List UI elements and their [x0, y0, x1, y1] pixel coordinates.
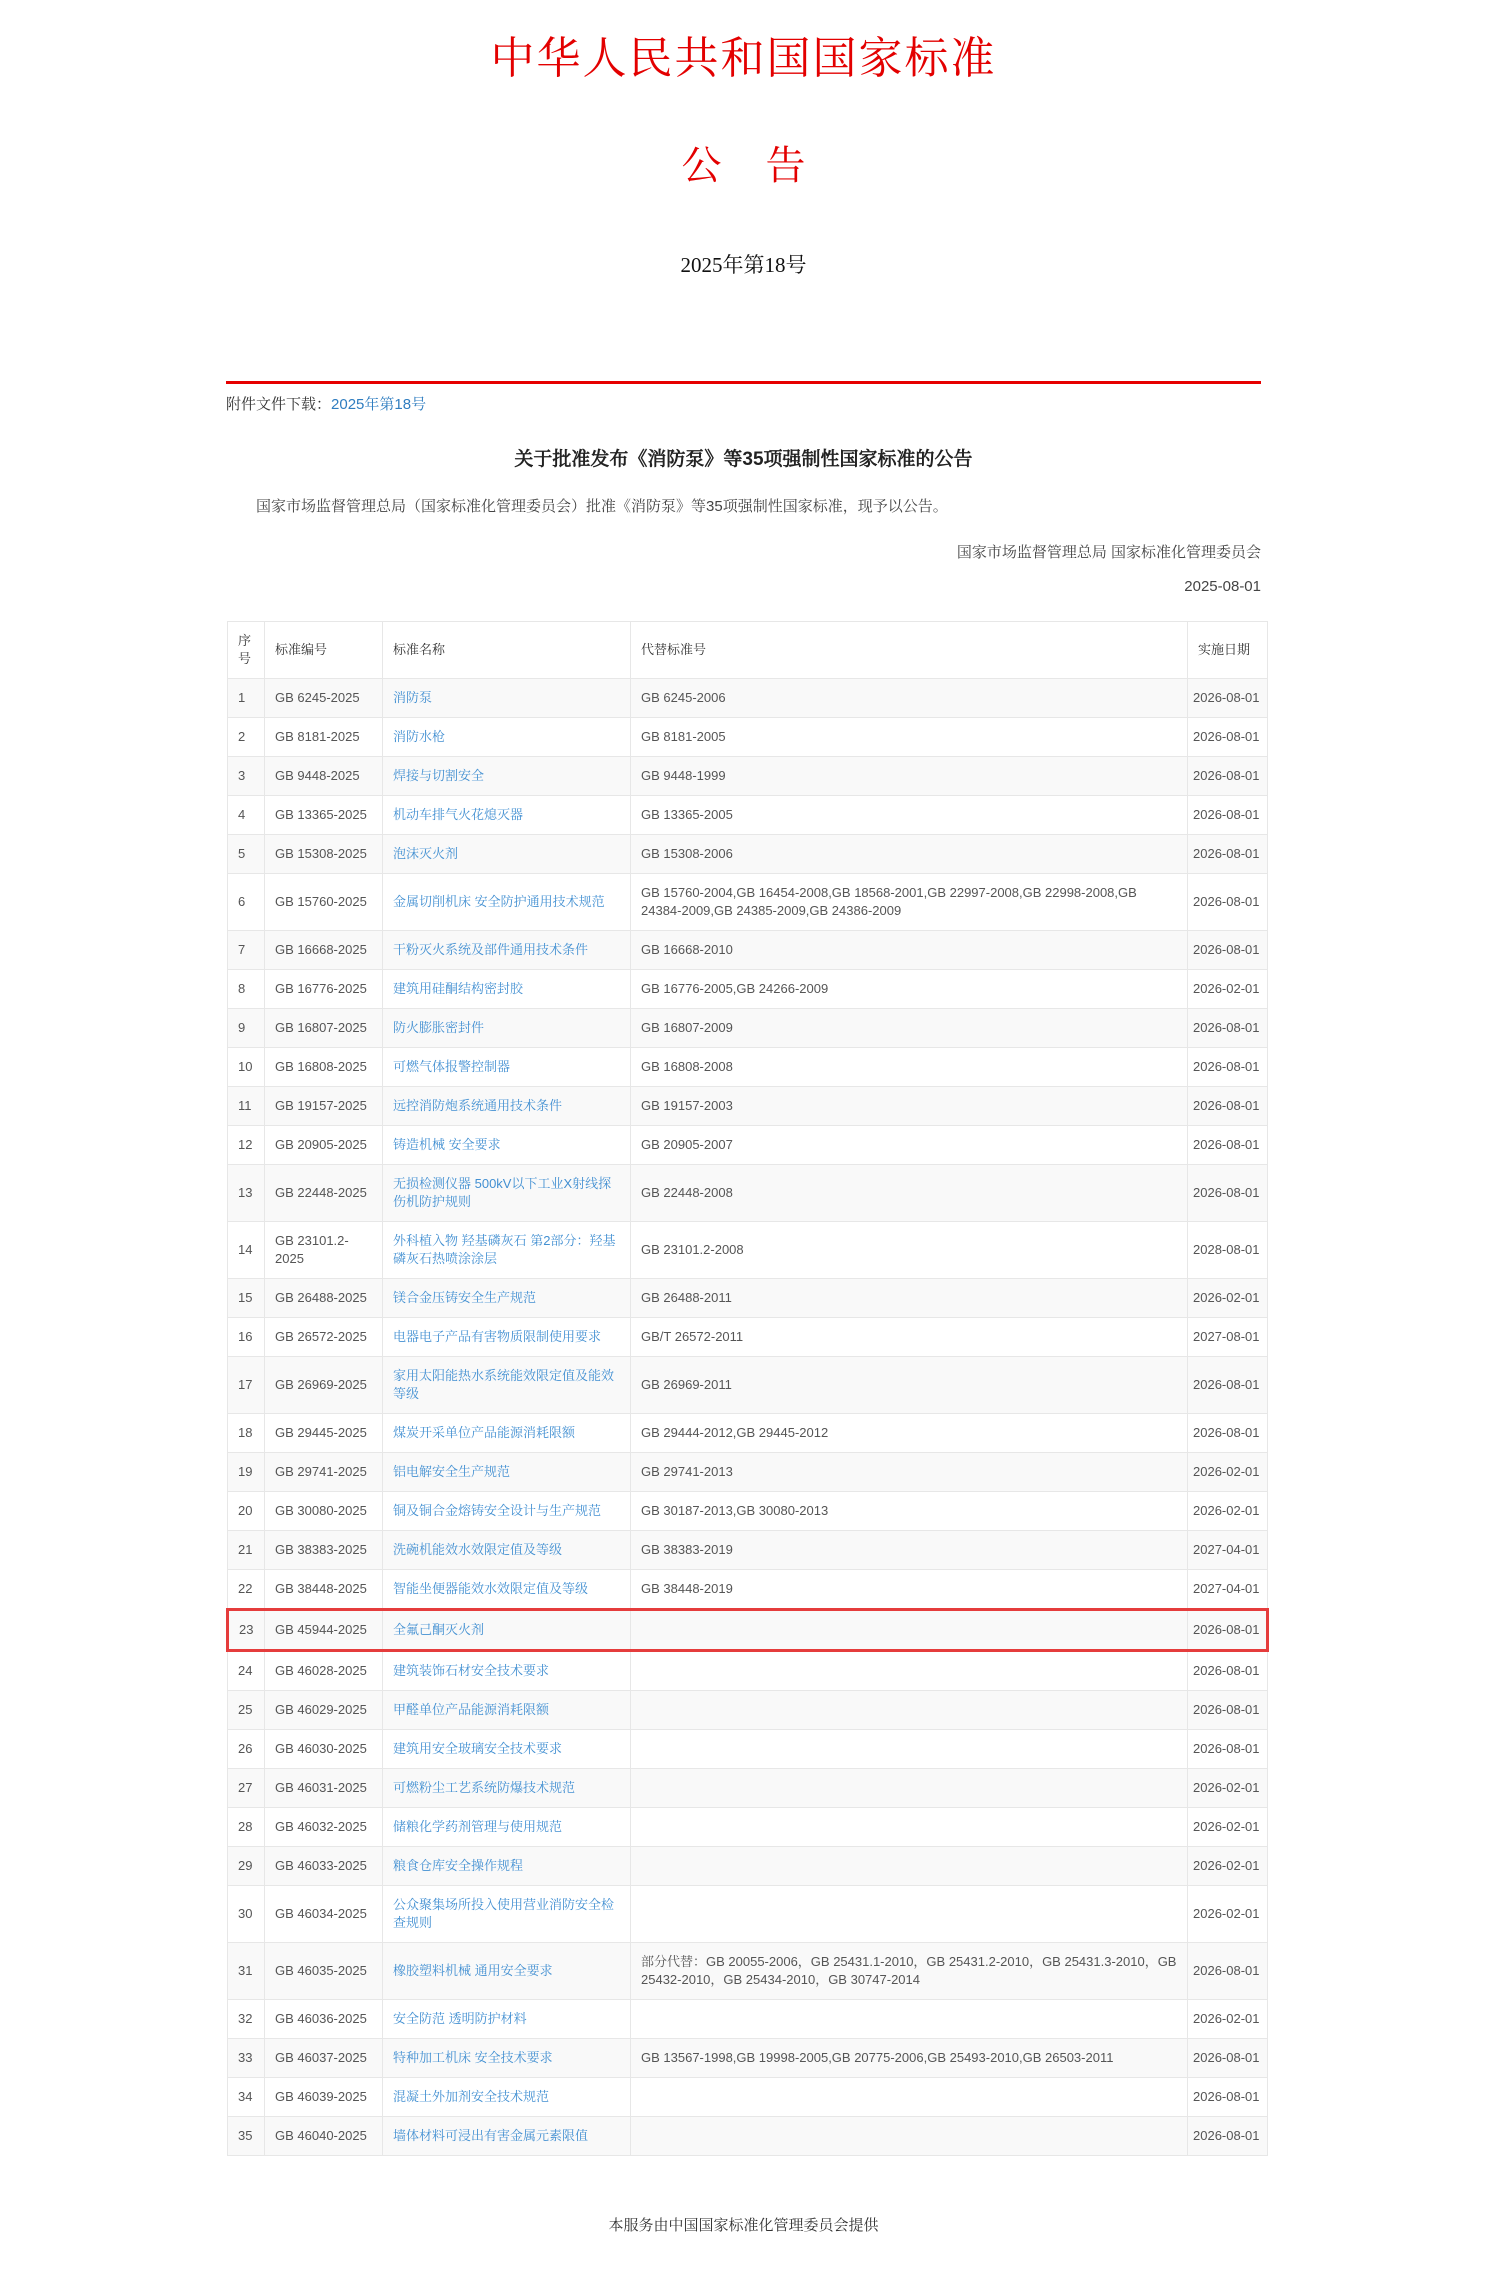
cell-replaced-standards [631, 1730, 1188, 1769]
cell-standard-code: GB 45944-2025 [265, 1610, 383, 1651]
cell-seq-no: 33 [228, 2039, 265, 2078]
cell-replaced-standards: GB 8181-2005 [631, 718, 1188, 757]
cell-seq-no: 8 [228, 970, 265, 1009]
cell-implementation-date: 2026-08-01 [1188, 757, 1268, 796]
cell-seq-no: 17 [228, 1357, 265, 1414]
cell-implementation-date: 2026-08-01 [1188, 874, 1268, 931]
standard-name-link[interactable]: 智能坐便器能效水效限定值及等级 [393, 1581, 589, 1596]
cell-replaced-standards: GB 15760-2004,GB 16454-2008,GB 18568-2001,GB 22997-2008,GB 22998-2008,GB 24384-2009,GB 24385-2009,GB 24386-2009 [631, 874, 1188, 931]
cell-seq-no: 27 [228, 1769, 265, 1808]
cell-replaced-standards [631, 1847, 1188, 1886]
cell-implementation-date: 2026-08-01 [1188, 2117, 1268, 2156]
cell-standard-code: GB 46035-2025 [265, 1943, 383, 2000]
cell-seq-no: 12 [228, 1126, 265, 1165]
cell-standard-code: GB 46032-2025 [265, 1808, 383, 1847]
cell-replaced-standards: GB/T 26572-2011 [631, 1318, 1188, 1357]
cell-standard-code: GB 16807-2025 [265, 1009, 383, 1048]
cell-implementation-date: 2026-08-01 [1188, 1610, 1268, 1651]
cell-replaced-standards: GB 16808-2008 [631, 1048, 1188, 1087]
document-title: 中华人民共和国国家标准 [490, 34, 997, 83]
cell-standard-code: GB 46034-2025 [265, 1886, 383, 1943]
header-seq-no: 序号 [228, 622, 265, 679]
cell-replaced-standards [631, 1886, 1188, 1943]
table-row [228, 1357, 1268, 1414]
table-row [228, 1531, 1268, 1570]
subtitle-char-gao: 告 [765, 143, 806, 188]
table-row [228, 1165, 1268, 1222]
table-row [228, 2078, 1268, 2117]
standards-table-header [228, 622, 1268, 679]
cell-standard-code: GB 23101.2-2025 [265, 1222, 383, 1279]
standards-table-body [228, 679, 1268, 2156]
header-standard-code: 标准编号 [265, 622, 383, 679]
cell-implementation-date: 2026-08-01 [1188, 2078, 1268, 2117]
cell-implementation-date: 2026-02-01 [1188, 1769, 1268, 1808]
cell-implementation-date: 2026-08-01 [1188, 931, 1268, 970]
standard-name-link[interactable]: 防火膨胀密封件 [393, 1020, 485, 1035]
cell-implementation-date: 2026-08-01 [1188, 718, 1268, 757]
standard-name-link[interactable]: 铸造机械 安全要求 [393, 1137, 501, 1152]
cell-implementation-date: 2026-08-01 [1188, 1730, 1268, 1769]
cell-standard-code: GB 16776-2025 [265, 970, 383, 1009]
standard-name-link[interactable]: 特种加工机床 安全技术要求 [393, 2050, 553, 2065]
cell-seq-no: 31 [228, 1943, 265, 2000]
table-row [228, 718, 1268, 757]
standard-name-link[interactable]: 无损检测仪器 500kV以下工业X射线探伤机防护规则 [393, 1176, 612, 1209]
table-row [228, 2117, 1268, 2156]
cell-standard-code: GB 46037-2025 [265, 2039, 383, 2078]
cell-standard-code: GB 46031-2025 [265, 1769, 383, 1808]
cell-replaced-standards: GB 6245-2006 [631, 679, 1188, 718]
cell-implementation-date: 2028-08-01 [1188, 1222, 1268, 1279]
cell-standard-code: GB 19157-2025 [265, 1087, 383, 1126]
cell-implementation-date: 2026-02-01 [1188, 1279, 1268, 1318]
cell-seq-no: 3 [228, 757, 265, 796]
table-row [228, 1691, 1268, 1730]
cell-standard-code: GB 16668-2025 [265, 931, 383, 970]
table-row [228, 2000, 1268, 2039]
page-content [226, 0, 1261, 2275]
cell-replaced-standards: GB 13567-1998,GB 19998-2005,GB 20775-2006,GB 25493-2010,GB 26503-2011 [631, 2039, 1188, 2078]
table-row [228, 1943, 1268, 2000]
cell-seq-no: 34 [228, 2078, 265, 2117]
cell-seq-no: 13 [228, 1165, 265, 1222]
table-row [228, 1048, 1268, 1087]
header-implementation-date: 实施日期 [1188, 622, 1268, 679]
cell-standard-code: GB 46028-2025 [265, 1651, 383, 1691]
cell-standard-code: GB 26572-2025 [265, 1318, 383, 1357]
standard-name-link[interactable]: 消防水枪 [393, 729, 446, 744]
cell-seq-no: 6 [228, 874, 265, 931]
standard-name-link[interactable]: 镁合金压铸安全生产规范 [393, 1290, 537, 1305]
cell-seq-no: 2 [228, 718, 265, 757]
cell-replaced-standards: GB 30187-2013,GB 30080-2013 [631, 1492, 1188, 1531]
cell-replaced-standards: GB 38383-2019 [631, 1531, 1188, 1570]
cell-standard-code: GB 29741-2025 [265, 1453, 383, 1492]
table-row [228, 1651, 1268, 1691]
table-row [228, 1087, 1268, 1126]
cell-replaced-standards: GB 16776-2005,GB 24266-2009 [631, 970, 1188, 1009]
cell-replaced-standards [631, 1769, 1188, 1808]
table-row [228, 1414, 1268, 1453]
table-row [228, 2039, 1268, 2078]
table-row [228, 1222, 1268, 1279]
cell-replaced-standards: GB 26488-2011 [631, 1279, 1188, 1318]
cell-seq-no: 30 [228, 1886, 265, 1943]
cell-seq-no: 14 [228, 1222, 265, 1279]
table-row [228, 757, 1268, 796]
table-row [228, 1769, 1268, 1808]
cell-implementation-date: 2026-08-01 [1188, 1165, 1268, 1222]
header-standard-name: 标准名称 [383, 622, 631, 679]
table-row [228, 931, 1268, 970]
standard-name-link[interactable]: 金属切削机床 安全防护通用技术规范 [393, 894, 605, 909]
standard-name-link[interactable]: 建筑装饰石材安全技术要求 [393, 1663, 550, 1678]
table-row [228, 1009, 1268, 1048]
cell-seq-no: 29 [228, 1847, 265, 1886]
cell-seq-no: 20 [228, 1492, 265, 1531]
cell-implementation-date: 2026-08-01 [1188, 1691, 1268, 1730]
cell-implementation-date: 2027-04-01 [1188, 1531, 1268, 1570]
cell-replaced-standards [631, 2000, 1188, 2039]
standard-name-link[interactable]: 全氟己酮灭火剂 [393, 1622, 485, 1637]
cell-replaced-standards: GB 13365-2005 [631, 796, 1188, 835]
cell-standard-code: GB 6245-2025 [265, 679, 383, 718]
cell-replaced-standards: GB 29741-2013 [631, 1453, 1188, 1492]
table-row [228, 1492, 1268, 1531]
cell-implementation-date: 2026-02-01 [1188, 1808, 1268, 1847]
cell-seq-no: 15 [228, 1279, 265, 1318]
cell-standard-code: GB 26969-2025 [265, 1357, 383, 1414]
attachment-row [226, 393, 1261, 414]
cell-standard-code: GB 30080-2025 [265, 1492, 383, 1531]
cell-seq-no: 9 [228, 1009, 265, 1048]
standard-name-link[interactable]: 机动车排气火花熄灭器 [393, 807, 524, 822]
table-row [228, 1847, 1268, 1886]
cell-implementation-date: 2026-02-01 [1188, 1886, 1268, 1943]
standard-name-link[interactable]: 家用太阳能热水系统能效限定值及能效等级 [393, 1368, 615, 1401]
subtitle-char-gong: 公 [681, 143, 722, 188]
cell-standard-code: GB 20905-2025 [265, 1126, 383, 1165]
cell-implementation-date: 2026-02-01 [1188, 2000, 1268, 2039]
cell-implementation-date: 2026-08-01 [1188, 1009, 1268, 1048]
cell-standard-code: GB 38448-2025 [265, 1570, 383, 1610]
table-row [228, 796, 1268, 835]
standard-name-link[interactable]: 公众聚集场所投入使用营业消防安全检查规则 [393, 1897, 615, 1930]
cell-standard-code: GB 15308-2025 [265, 835, 383, 874]
table-row [228, 1318, 1268, 1357]
cell-replaced-standards: GB 22448-2008 [631, 1165, 1188, 1222]
cell-replaced-standards [631, 1651, 1188, 1691]
cell-seq-no: 32 [228, 2000, 265, 2039]
cell-standard-code: GB 9448-2025 [265, 757, 383, 796]
notice-title: 关于批准发布《消防泵》等35项强制性国家标准的公告 [514, 449, 973, 470]
table-row [228, 1126, 1268, 1165]
cell-implementation-date: 2026-08-01 [1188, 1048, 1268, 1087]
table-row [228, 1730, 1268, 1769]
issue-number: 2025年第18号 [680, 253, 807, 277]
table-row [228, 874, 1268, 931]
attachment-label: 附件文件下载： [226, 396, 332, 413]
cell-implementation-date: 2026-08-01 [1188, 1943, 1268, 2000]
standard-name-link[interactable]: 粮食仓库安全操作规程 [393, 1858, 524, 1873]
cell-replaced-standards [631, 1691, 1188, 1730]
cell-seq-no: 25 [228, 1691, 265, 1730]
table-row [228, 1808, 1268, 1847]
cell-implementation-date: 2026-02-01 [1188, 1847, 1268, 1886]
cell-replaced-standards: GB 16807-2009 [631, 1009, 1188, 1048]
table-row [228, 1570, 1268, 1610]
standard-name-link[interactable]: 橡胶塑料机械 通用安全要求 [393, 1963, 553, 1978]
cell-implementation-date: 2026-02-01 [1188, 1492, 1268, 1531]
attachment-download-link[interactable]: 2025年第18号 [331, 396, 427, 413]
standard-name-link[interactable]: 储粮化学药剂管理与使用规范 [393, 1819, 563, 1834]
cell-replaced-standards [631, 1808, 1188, 1847]
cell-seq-no: 5 [228, 835, 265, 874]
cell-standard-code: GB 46033-2025 [265, 1847, 383, 1886]
cell-replaced-standards [631, 2078, 1188, 2117]
cell-replaced-standards [631, 2117, 1188, 2156]
cell-seq-no: 19 [228, 1453, 265, 1492]
standard-name-link[interactable]: 铜及铜合金熔铸安全设计与生产规范 [393, 1503, 602, 1518]
document-subtitle [226, 134, 1261, 191]
cell-implementation-date: 2026-08-01 [1188, 835, 1268, 874]
cell-replaced-standards: GB 29444-2012,GB 29445-2012 [631, 1414, 1188, 1453]
issuing-authority-signature: 国家市场监督管理总局 国家标准化管理委员会 [956, 544, 1261, 561]
table-row [228, 970, 1268, 1009]
cell-replaced-standards: GB 19157-2003 [631, 1087, 1188, 1126]
cell-seq-no: 1 [228, 679, 265, 718]
cell-standard-code: GB 46029-2025 [265, 1691, 383, 1730]
cell-replaced-standards: GB 9448-1999 [631, 757, 1188, 796]
cell-seq-no: 4 [228, 796, 265, 835]
cell-replaced-standards: GB 20905-2007 [631, 1126, 1188, 1165]
cell-standard-code: GB 46036-2025 [265, 2000, 383, 2039]
standard-name-link[interactable]: 外科植入物 羟基磷灰石 第2部分：羟基磷灰石热喷涂涂层 [393, 1233, 616, 1266]
standard-name-link[interactable]: 洗碗机能效水效限定值及等级 [393, 1542, 563, 1557]
cell-standard-code: GB 13365-2025 [265, 796, 383, 835]
cell-seq-no: 24 [228, 1651, 265, 1691]
standard-name-link[interactable]: 干粉灭火系统及部件通用技术条件 [393, 942, 589, 957]
standard-name-link[interactable]: 铝电解安全生产规范 [393, 1464, 511, 1479]
cell-seq-no: 28 [228, 1808, 265, 1847]
cell-implementation-date: 2026-08-01 [1188, 1126, 1268, 1165]
cell-seq-no: 11 [228, 1087, 265, 1126]
table-row [228, 1279, 1268, 1318]
table-row [228, 1610, 1268, 1651]
cell-seq-no: 23 [228, 1610, 265, 1651]
cell-standard-code: GB 29445-2025 [265, 1414, 383, 1453]
footer-service-note: 本服务由中国国家标准化管理委员会提供 [608, 2217, 879, 2234]
standard-name-link[interactable]: 安全防范 透明防护材料 [393, 2011, 527, 2026]
cell-implementation-date: 2026-02-01 [1188, 970, 1268, 1009]
cell-seq-no: 7 [228, 931, 265, 970]
cell-implementation-date: 2026-08-01 [1188, 2039, 1268, 2078]
cell-implementation-date: 2026-08-01 [1188, 1651, 1268, 1691]
standard-name-link[interactable]: 泡沫灭火剂 [393, 846, 459, 861]
table-row [228, 1453, 1268, 1492]
cell-seq-no: 16 [228, 1318, 265, 1357]
cell-standard-code: GB 46039-2025 [265, 2078, 383, 2117]
notice-body-paragraph: 国家市场监督管理总局（国家标准化管理委员会）批准《消防泵》等35项强制性国家标准，现予以公告。 [256, 498, 948, 515]
cell-implementation-date: 2027-08-01 [1188, 1318, 1268, 1357]
standard-name-link[interactable]: 电器电子产品有害物质限制使用要求 [393, 1329, 602, 1344]
cell-replaced-standards: GB 23101.2-2008 [631, 1222, 1188, 1279]
standard-name-link[interactable]: 远控消防炮系统通用技术条件 [393, 1098, 563, 1113]
table-row [228, 1886, 1268, 1943]
cell-standard-code: GB 22448-2025 [265, 1165, 383, 1222]
cell-replaced-standards: GB 15308-2006 [631, 835, 1188, 874]
standards-table [226, 621, 1269, 2156]
cell-standard-code: GB 46040-2025 [265, 2117, 383, 2156]
cell-standard-code: GB 16808-2025 [265, 1048, 383, 1087]
cell-implementation-date: 2026-02-01 [1188, 1453, 1268, 1492]
standard-name-link[interactable]: 建筑用硅酮结构密封胶 [393, 981, 524, 996]
red-divider-rule [226, 381, 1261, 384]
standard-name-link[interactable]: 消防泵 [393, 690, 433, 705]
cell-seq-no: 26 [228, 1730, 265, 1769]
cell-implementation-date: 2027-04-01 [1188, 1570, 1268, 1610]
cell-implementation-date: 2026-08-01 [1188, 1414, 1268, 1453]
cell-implementation-date: 2026-08-01 [1188, 1357, 1268, 1414]
cell-standard-code: GB 26488-2025 [265, 1279, 383, 1318]
table-row [228, 835, 1268, 874]
cell-seq-no: 21 [228, 1531, 265, 1570]
cell-implementation-date: 2026-08-01 [1188, 796, 1268, 835]
table-row [228, 679, 1268, 718]
cell-standard-code: GB 15760-2025 [265, 874, 383, 931]
standard-name-link[interactable]: 混凝土外加剂安全技术规范 [393, 2089, 550, 2104]
cell-standard-code: GB 38383-2025 [265, 1531, 383, 1570]
cell-replaced-standards: 部分代替：GB 20055-2006，GB 25431.1-2010，GB 25431.2-2010，GB 25431.3-2010，GB 25432-2010，GB 25434-2010，GB 30747-2014 [631, 1943, 1188, 2000]
cell-standard-code: GB 8181-2025 [265, 718, 383, 757]
cell-implementation-date: 2026-08-01 [1188, 1087, 1268, 1126]
cell-seq-no: 35 [228, 2117, 265, 2156]
standard-name-link[interactable]: 可燃气体报警控制器 [393, 1059, 511, 1074]
cell-seq-no: 22 [228, 1570, 265, 1610]
cell-seq-no: 10 [228, 1048, 265, 1087]
cell-seq-no: 18 [228, 1414, 265, 1453]
cell-replaced-standards [631, 1610, 1188, 1651]
standard-name-link[interactable]: 墙体材料可浸出有害金属元素限值 [393, 2128, 589, 2143]
standard-name-link[interactable]: 建筑用安全玻璃安全技术要求 [393, 1741, 563, 1756]
cell-standard-code: GB 46030-2025 [265, 1730, 383, 1769]
cell-implementation-date: 2026-08-01 [1188, 679, 1268, 718]
cell-replaced-standards: GB 38448-2019 [631, 1570, 1188, 1610]
standard-name-link[interactable]: 可燃粉尘工艺系统防爆技术规范 [393, 1780, 576, 1795]
cell-replaced-standards: GB 26969-2011 [631, 1357, 1188, 1414]
standard-name-link[interactable]: 煤炭开采单位产品能源消耗限额 [393, 1425, 576, 1440]
standard-name-link[interactable]: 甲醛单位产品能源消耗限额 [393, 1702, 550, 1717]
signature-date: 2025-08-01 [1184, 578, 1261, 595]
standard-name-link[interactable]: 焊接与切割安全 [393, 768, 485, 783]
header-replaced-standards: 代替标准号 [631, 622, 1188, 679]
cell-replaced-standards: GB 16668-2010 [631, 931, 1188, 970]
